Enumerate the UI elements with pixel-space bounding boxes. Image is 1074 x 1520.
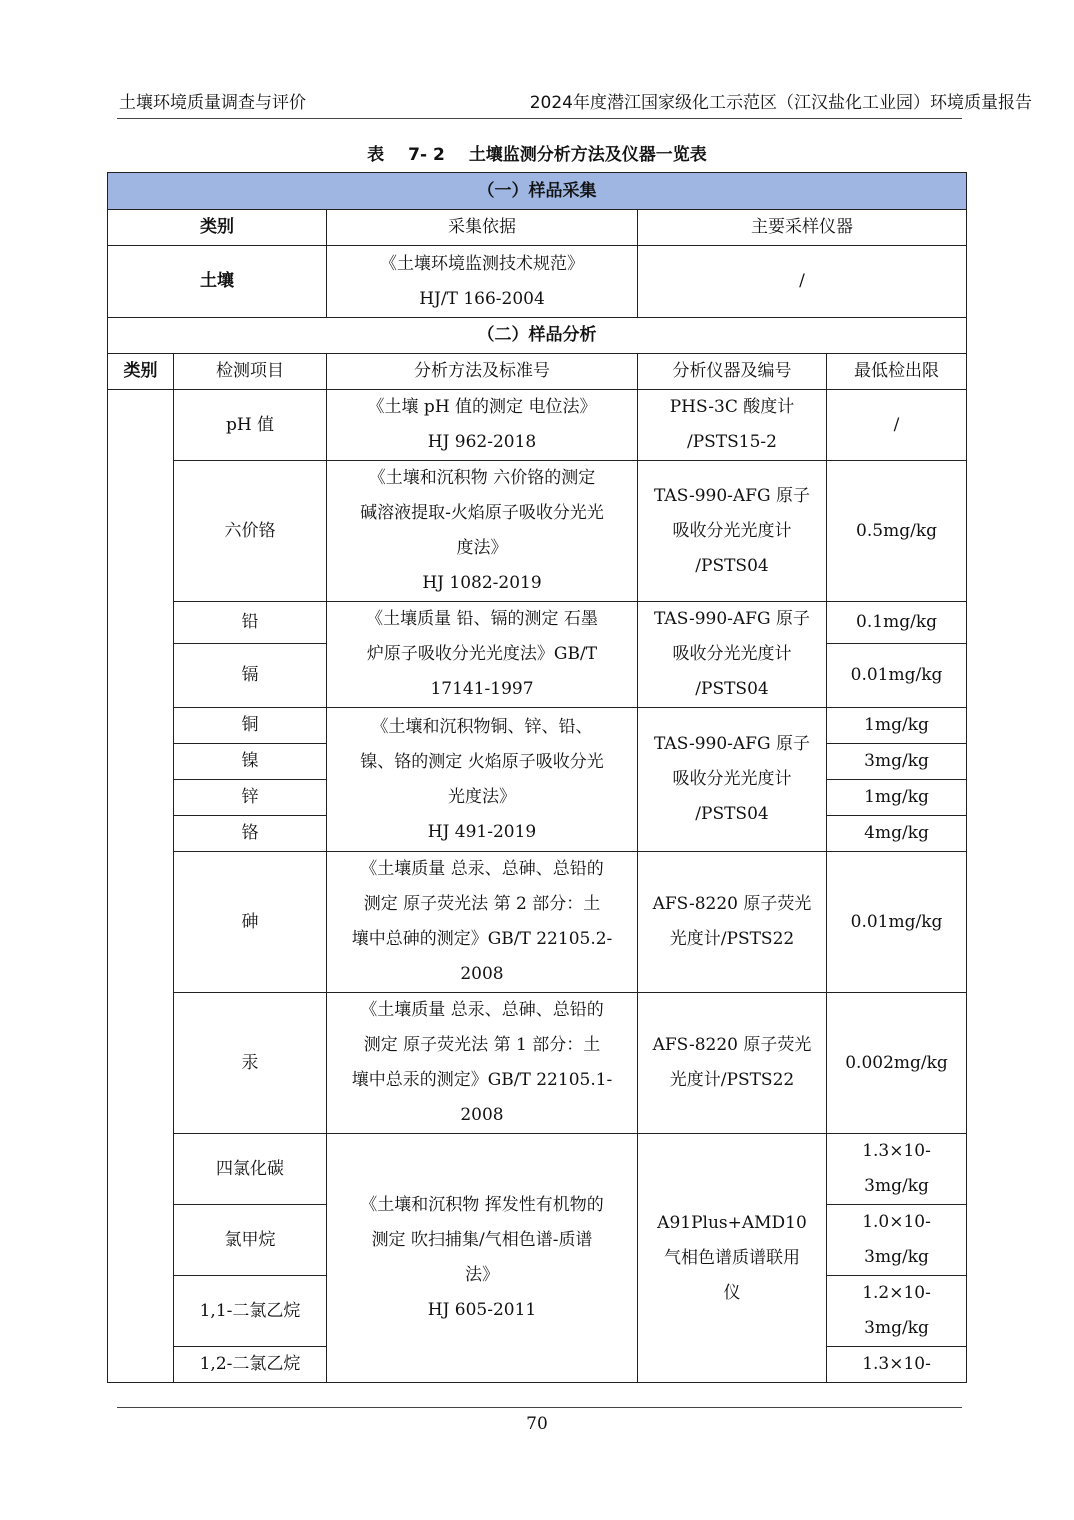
method-line: HJ 1082-2019 (422, 573, 542, 593)
item-cr: 铬 (174, 816, 327, 852)
sampling-header-category: 类别 (108, 210, 327, 246)
method-line: 镍、铬的测定 火焰原子吸收分光 (360, 751, 604, 772)
method-line: 《土壤和沉积物铜、锌、铅、 (371, 716, 593, 737)
method-ph-line: 《土壤 pH 值的测定 电位法》 (367, 397, 597, 417)
limit-hg: 0.002mg/kg (827, 993, 967, 1134)
monitoring-methods-table (107, 172, 967, 1383)
sampling-basis-name: 《土壤环境监测技术规范》 (380, 253, 584, 274)
method-cr6 (327, 461, 638, 602)
analysis-header-item: 检测项目 (174, 354, 327, 390)
method-hg (327, 993, 638, 1134)
instrument-ph-line: /PSTS15-2 (687, 432, 777, 452)
sampling-header-instrument: 主要采样仪器 (638, 210, 967, 246)
instrument-ph (638, 390, 827, 461)
method-line: 《土壤和沉积物 六价铬的测定 (368, 468, 596, 488)
limit-pb: 0.1mg/kg (827, 602, 967, 644)
limit-chloromethane (827, 1205, 967, 1276)
limit-line: 1.0×10- (862, 1212, 931, 1232)
item-pb: 铅 (174, 602, 327, 644)
item-12dca: 1,2-二氯乙烷 (174, 1347, 327, 1383)
limit-cu: 1mg/kg (827, 708, 967, 744)
header-right-title: 2024年度潜江国家级化工示范区（江汉盐化工业园）环境质量报告 (529, 93, 1032, 113)
instrument-line: 吸收分光光度计 (672, 769, 792, 789)
instrument-line: 气相色谱质谱联用 (664, 1247, 800, 1268)
instrument-hg (638, 993, 827, 1134)
method-line: 2008 (460, 1105, 504, 1125)
sampling-basis-code: HJ/T 166-2004 (419, 288, 545, 309)
footer-divider (117, 1407, 962, 1408)
method-line: 测定 原子荧光法 第 1 部分：土 (363, 1035, 601, 1055)
sampling-basis-cell (327, 246, 638, 318)
analysis-header-category: 类别 (108, 354, 174, 390)
instrument-metals (638, 708, 827, 852)
instrument-ph-line: PHS-3C 酸度计 (669, 397, 795, 417)
item-cu: 铜 (174, 708, 327, 744)
method-as (327, 852, 638, 993)
method-line: 光度法》 (448, 786, 516, 807)
method-line: HJ 491-2019 (427, 821, 537, 842)
method-line: 度法》 (456, 538, 508, 558)
caption-title: 土壤监测分析方法及仪器一览表 (468, 145, 707, 165)
table-caption (0, 144, 1074, 166)
limit-ni: 3mg/kg (827, 744, 967, 780)
limit-line: 3mg/kg (864, 1247, 929, 1267)
method-line: 壤中总砷的测定》GB/T 22105.2- (351, 929, 613, 949)
analysis-header-instrument: 分析仪器及编号 (638, 354, 827, 390)
method-pb-cd (327, 602, 638, 708)
item-as: 砷 (174, 852, 327, 993)
method-ph (327, 390, 638, 461)
instrument-line: /PSTS04 (695, 555, 769, 576)
limit-ph: / (827, 390, 967, 461)
limit-line: 1.3×10- (862, 1141, 931, 1161)
method-line: 《土壤质量 总汞、总砷、总铅的 (360, 859, 604, 879)
instrument-as (638, 852, 827, 993)
limit-line: 3mg/kg (864, 1318, 929, 1338)
header-left-title: 土壤环境质量调查与评价 (119, 93, 306, 113)
method-line: 17141-1997 (430, 679, 534, 699)
limit-line: 1.2×10- (862, 1283, 931, 1303)
method-line: 2008 (460, 964, 504, 984)
instrument-line: TAS-990-AFG 原子 (654, 485, 810, 506)
item-cr6: 六价铬 (174, 461, 327, 602)
limit-line: 3mg/kg (864, 1176, 929, 1196)
instrument-cr6 (638, 461, 827, 602)
instrument-line: 光度计/PSTS22 (669, 1070, 795, 1090)
limit-cd: 0.01mg/kg (827, 644, 967, 708)
instrument-line: TAS-990-AFG 原子 (654, 734, 810, 754)
instrument-line: 仪 (723, 1282, 741, 1303)
analysis-category-cell (108, 390, 174, 1383)
item-ccl4: 四氯化碳 (174, 1134, 327, 1205)
instrument-line: A91Plus+AMD10 (657, 1212, 807, 1233)
instrument-line: /PSTS04 (695, 804, 769, 824)
limit-12dca: 1.3×10- (827, 1347, 967, 1383)
item-ph: pH 值 (174, 390, 327, 461)
method-line: 《土壤和沉积物 挥发性有机物的 (360, 1195, 604, 1215)
sampling-instrument: / (638, 246, 967, 318)
method-line: 碱溶液提取-火焰原子吸收分光光 (360, 503, 604, 523)
section-sampling-title: （一）样品采集 (108, 173, 967, 210)
item-11dca: 1,1-二氯乙烷 (174, 1276, 327, 1347)
sampling-category-soil: 土壤 (108, 246, 327, 318)
instrument-line: /PSTS04 (695, 679, 769, 699)
instrument-line: 光度计/PSTS22 (669, 929, 795, 949)
item-zn: 锌 (174, 780, 327, 816)
method-line: 测定 吹扫捕集/气相色谱-质谱 (371, 1230, 593, 1250)
method-ph-line: HJ 962-2018 (427, 432, 537, 452)
instrument-line: TAS-990-AFG 原子 (654, 609, 810, 629)
method-line: 《土壤质量 总汞、总砷、总铅的 (360, 1000, 604, 1020)
section-analysis-title: （二）样品分析 (108, 318, 967, 354)
instrument-line: 吸收分光光度计 (672, 520, 792, 541)
item-ni: 镍 (174, 744, 327, 780)
instrument-pb-cd (638, 602, 827, 708)
item-cd: 镉 (174, 644, 327, 708)
sampling-header-basis: 采集依据 (327, 210, 638, 246)
method-metals (327, 708, 638, 852)
instrument-line: AFS-8220 原子荧光 (652, 894, 812, 914)
method-voc (327, 1134, 638, 1383)
caption-label: 表 (367, 145, 385, 165)
method-line: HJ 605-2011 (427, 1300, 537, 1320)
analysis-header-limit: 最低检出限 (827, 354, 967, 390)
instrument-line: 吸收分光光度计 (672, 644, 792, 664)
item-chloromethane: 氯甲烷 (174, 1205, 327, 1276)
method-line: 法》 (465, 1265, 499, 1285)
method-line: 测定 原子荧光法 第 2 部分：土 (363, 894, 601, 914)
limit-cr6: 0.5mg/kg (827, 461, 967, 602)
method-line: 炉原子吸收分光光度法》GB/T (366, 644, 598, 664)
item-hg: 汞 (174, 993, 327, 1134)
limit-as: 0.01mg/kg (827, 852, 967, 993)
analysis-header-method: 分析方法及标准号 (327, 354, 638, 390)
instrument-voc (638, 1134, 827, 1383)
limit-zn: 1mg/kg (827, 780, 967, 816)
method-line: 《土壤质量 铅、镉的测定 石墨 (366, 609, 598, 629)
limit-cr: 4mg/kg (827, 816, 967, 852)
caption-number: 7- 2 (408, 145, 445, 165)
page-number: 70 (526, 1414, 548, 1434)
header-divider (117, 118, 962, 119)
limit-ccl4 (827, 1134, 967, 1205)
limit-11dca (827, 1276, 967, 1347)
instrument-line: AFS-8220 原子荧光 (652, 1035, 812, 1055)
method-line: 壤中总汞的测定》GB/T 22105.1- (351, 1070, 613, 1090)
